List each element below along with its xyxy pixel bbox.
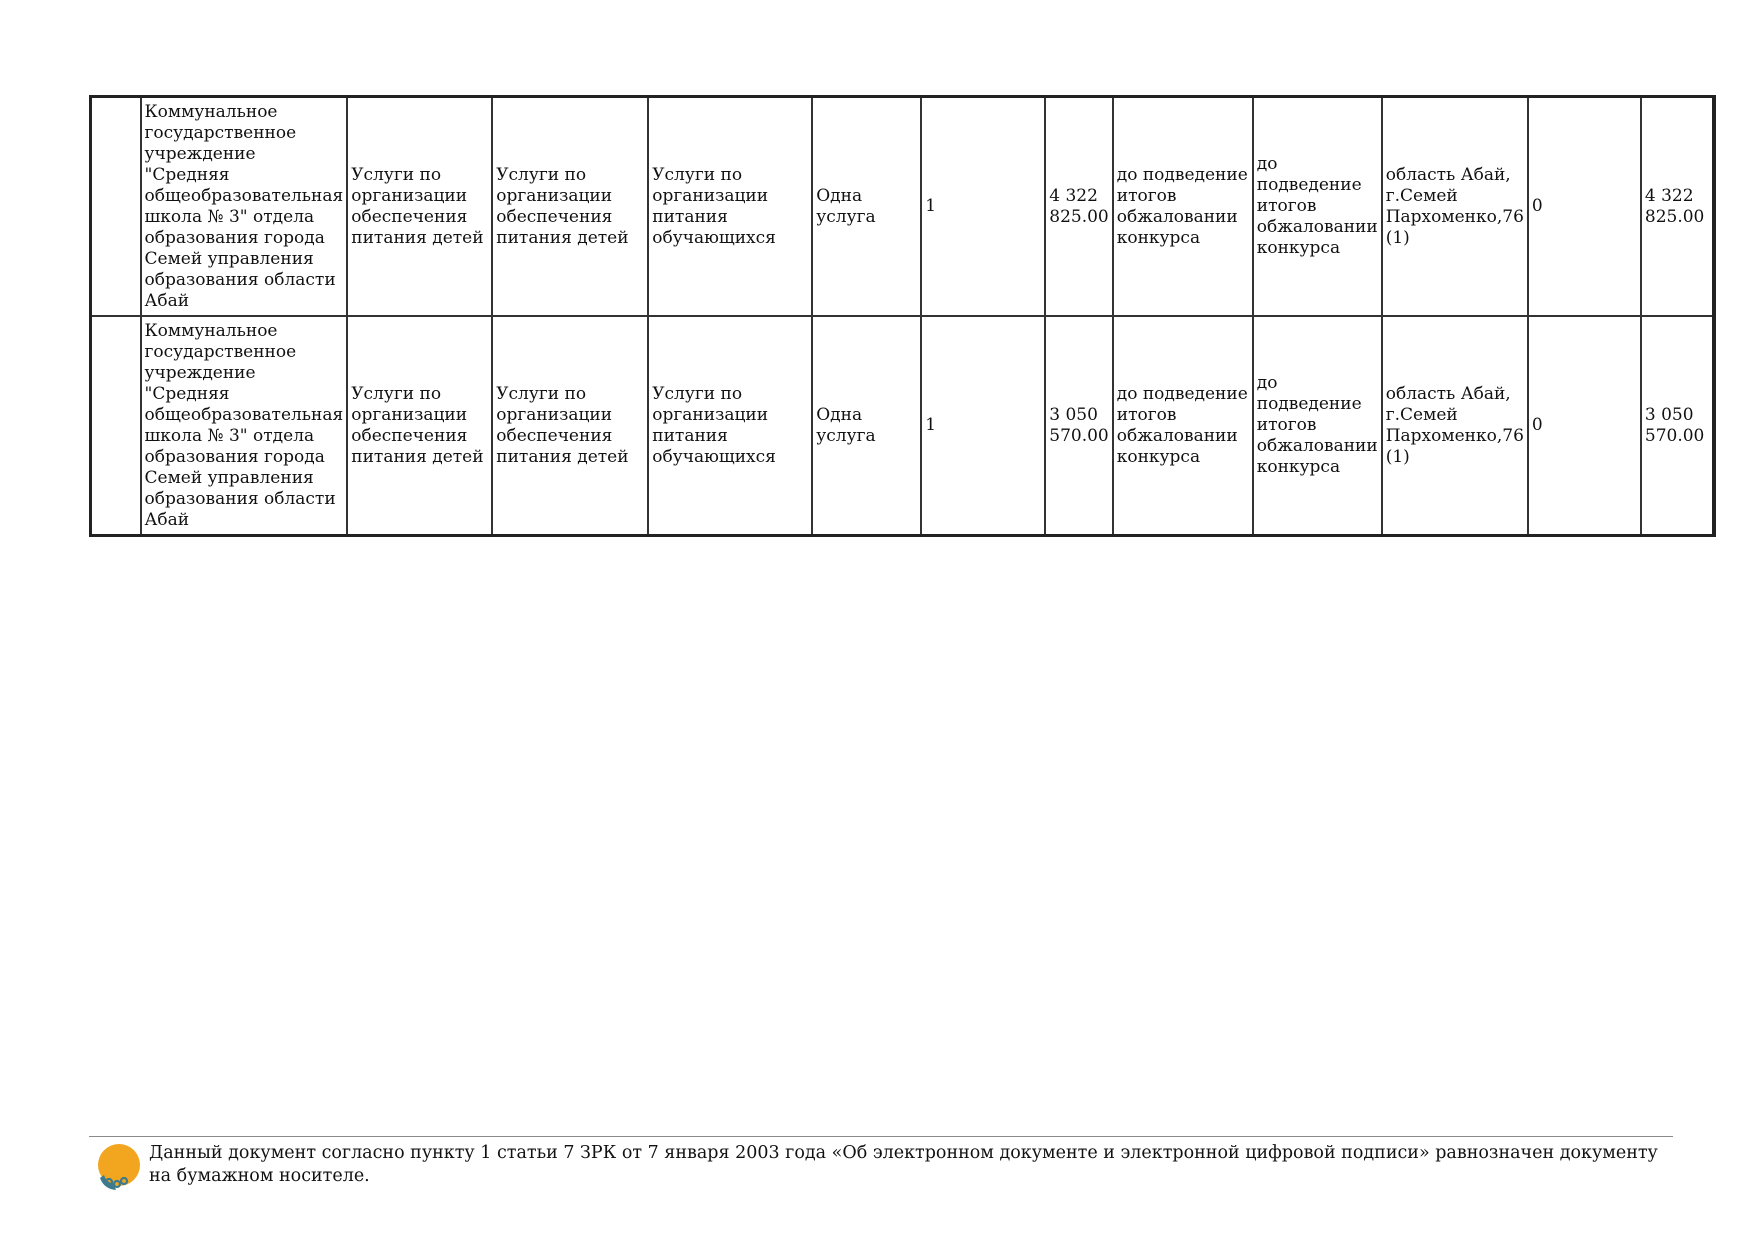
table-row — [91, 316, 1714, 536]
price-cell: 3 050 570.00 — [1045, 316, 1112, 536]
advance-payment-cell: 0 — [1528, 316, 1641, 536]
footer-divider — [89, 1136, 1673, 1137]
delivery-term-cell: до подведение итогов обжаловании конкурса — [1113, 97, 1253, 317]
row-number-cell — [91, 316, 141, 536]
e-signature-seal-icon — [94, 1142, 144, 1192]
service-short-description-cell: Услуги по организации обеспечения питания детей — [492, 97, 648, 317]
unit-cell: Одна услуга — [812, 316, 921, 536]
quantity-cell: 1 — [921, 316, 1045, 536]
service-description-cell: Услуги по организации питания обучающихся — [648, 316, 812, 536]
service-name-cell: Услуги по организации обеспечения питания детей — [347, 97, 492, 317]
quantity-cell: 1 — [921, 97, 1045, 317]
unit-cell: Одна услуга — [812, 97, 921, 317]
table-row — [91, 97, 1714, 317]
delivery-term-cell: до подведение итогов обжаловании конкурса — [1113, 316, 1253, 536]
total-amount-cell: 4 322 825.00 — [1641, 97, 1714, 317]
delivery-place-cell: область Абай, г.Семей Пархоменко,76 (1) — [1382, 97, 1528, 317]
service-name-cell: Услуги по организации обеспечения питания детей — [347, 316, 492, 536]
legal-notice: Данный документ согласно пункту 1 статьи 7 ЗРК от 7 января 2003 года «Об электронном документе и электронной цифровой подписи» равнозначен документу на бумажном носителе. — [149, 1143, 1658, 1186]
customer-cell: Коммунальное государственное учреждение "Средняя общеобразовательная школа № 3" отдела образования города Семей управления образования области Абай — [141, 97, 348, 317]
delivery-period-cell: до подведение итогов обжаловании конкурса — [1253, 316, 1382, 536]
total-amount-cell: 3 050 570.00 — [1641, 316, 1714, 536]
customer-cell: Коммунальное государственное учреждение "Средняя общеобразовательная школа № 3" отдела образования города Семей управления образования области Абай — [141, 316, 348, 536]
advance-payment-cell: 0 — [1528, 97, 1641, 317]
procurement-table — [89, 95, 1716, 537]
delivery-place-cell: область Абай, г.Семей Пархоменко,76 (1) — [1382, 316, 1528, 536]
delivery-period-cell: до подведение итогов обжаловании конкурса — [1253, 97, 1382, 317]
row-number-cell — [91, 97, 141, 317]
service-description-cell: Услуги по организации питания обучающихся — [648, 97, 812, 317]
service-short-description-cell: Услуги по организации обеспечения питания детей — [492, 316, 648, 536]
price-cell: 4 322 825.00 — [1045, 97, 1112, 317]
